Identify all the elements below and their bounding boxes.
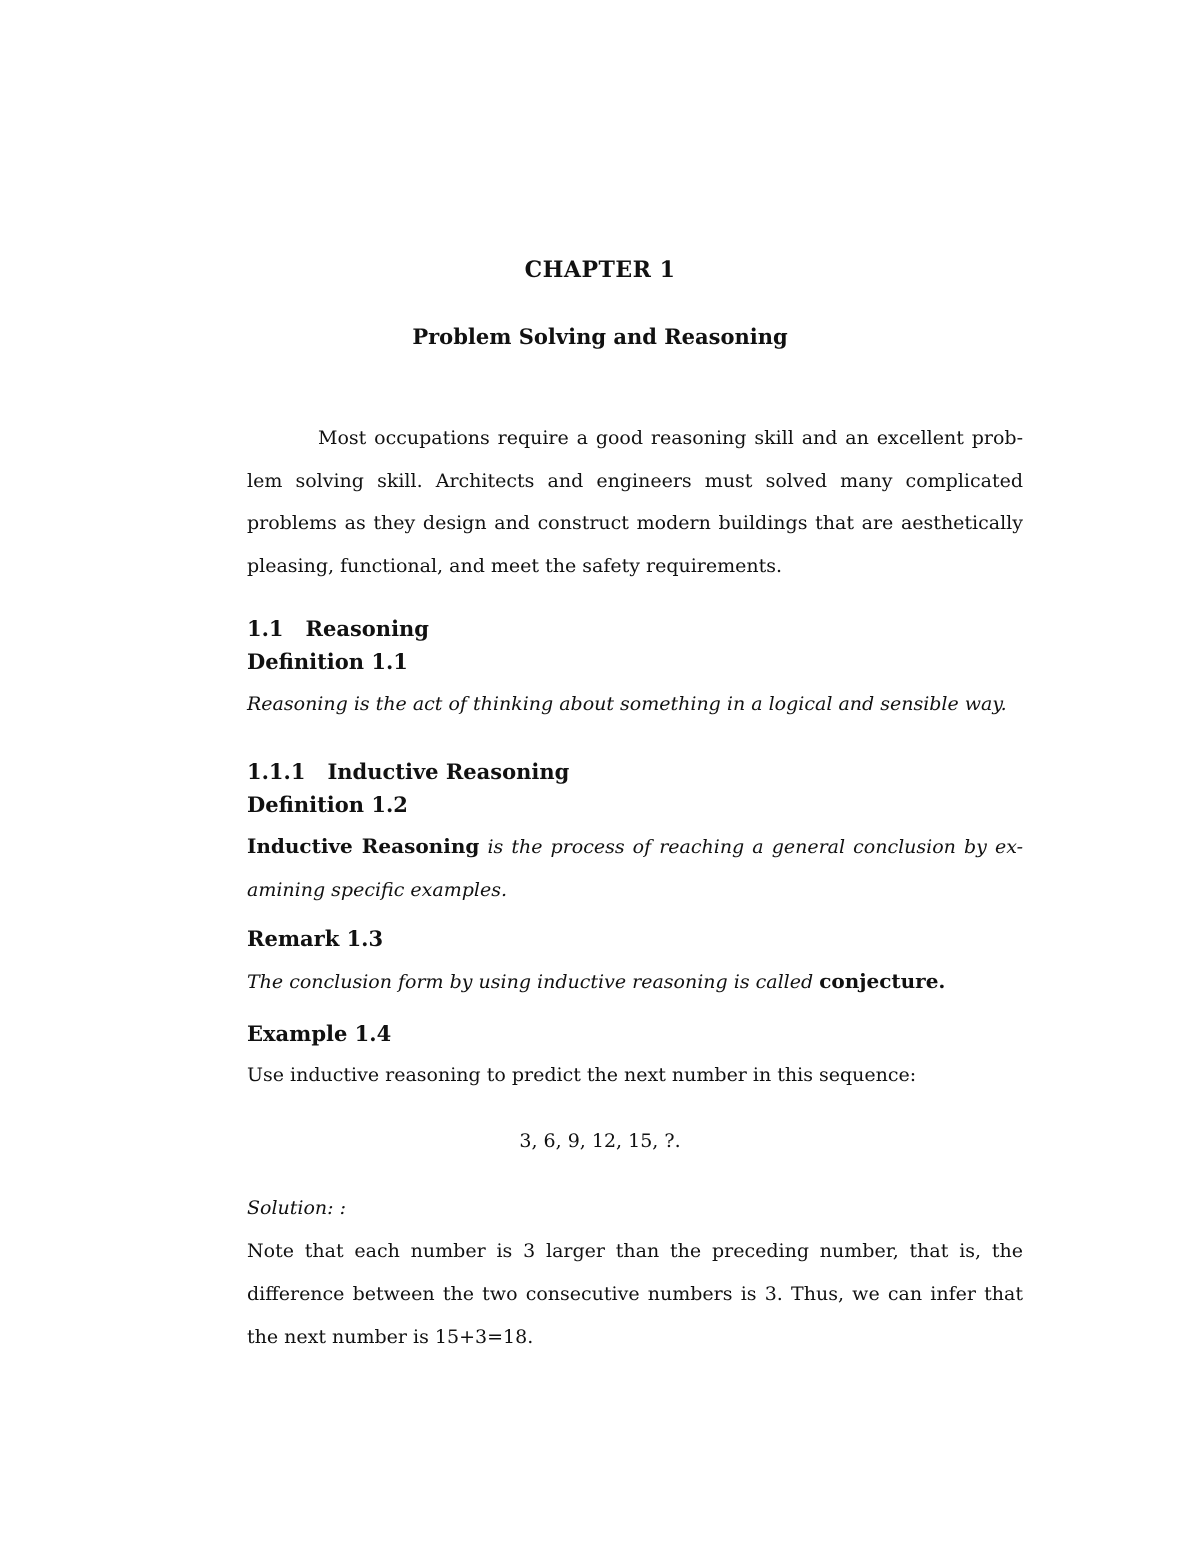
solution-line-3: the next number is 15+3=18. xyxy=(247,1326,534,1348)
intro-line-2: lem solving skill. Architects and engineers must solved many complicated xyxy=(247,470,1023,492)
section-title: Reasoning xyxy=(305,616,429,641)
remark-1-3-label: Remark 1.3 xyxy=(247,926,384,951)
section-heading-1-1-1 xyxy=(247,759,569,784)
definition-1-1-text: Reasoning is the act of thinking about something in a logical and sensible way. xyxy=(247,693,1007,715)
section-title: Inductive Reasoning xyxy=(327,759,570,784)
remark-term: conjecture. xyxy=(819,969,946,993)
example-sequence: 3, 6, 9, 12, 15, ?. xyxy=(519,1130,681,1152)
definition-1-2-line-1 xyxy=(247,834,1023,858)
example-1-4-label: Example 1.4 xyxy=(247,1021,392,1046)
chapter-title: Problem Solving and Reasoning xyxy=(412,324,788,349)
chapter-label: CHAPTER 1 xyxy=(524,257,676,283)
definition-1-1-label: Definition 1.1 xyxy=(247,649,408,674)
definition-text: is the process of reaching a general conclusion by ex- xyxy=(487,836,1023,858)
solution-line-1: Note that each number is 3 larger than the preceding number, that is, the xyxy=(247,1240,1023,1262)
solution-line-2: difference between the two consecutive numbers is 3. Thus, we can infer that xyxy=(247,1283,1023,1305)
example-1-4-prompt: Use inductive reasoning to predict the next number in this sequence: xyxy=(247,1064,917,1086)
intro-line-1: Most occupations require a good reasoning skill and an excellent prob- xyxy=(318,427,1023,449)
intro-line-3: problems as they design and construct modern buildings that are aesthetically xyxy=(247,512,1023,534)
definition-1-2-label: Definition 1.2 xyxy=(247,792,408,817)
section-number: 1.1.1 xyxy=(247,759,306,784)
intro-line-4: pleasing, functional, and meet the safety requirements. xyxy=(247,555,783,577)
remark-1-3-text xyxy=(247,969,945,993)
section-heading-1-1 xyxy=(247,616,429,641)
solution-label: Solution: : xyxy=(247,1197,346,1219)
section-number: 1.1 xyxy=(247,616,284,641)
remark-text: The conclusion form by using inductive reasoning is called xyxy=(247,971,814,993)
definition-1-2-line-2: amining specific examples. xyxy=(247,879,507,901)
definition-term: Inductive Reasoning xyxy=(247,834,480,858)
